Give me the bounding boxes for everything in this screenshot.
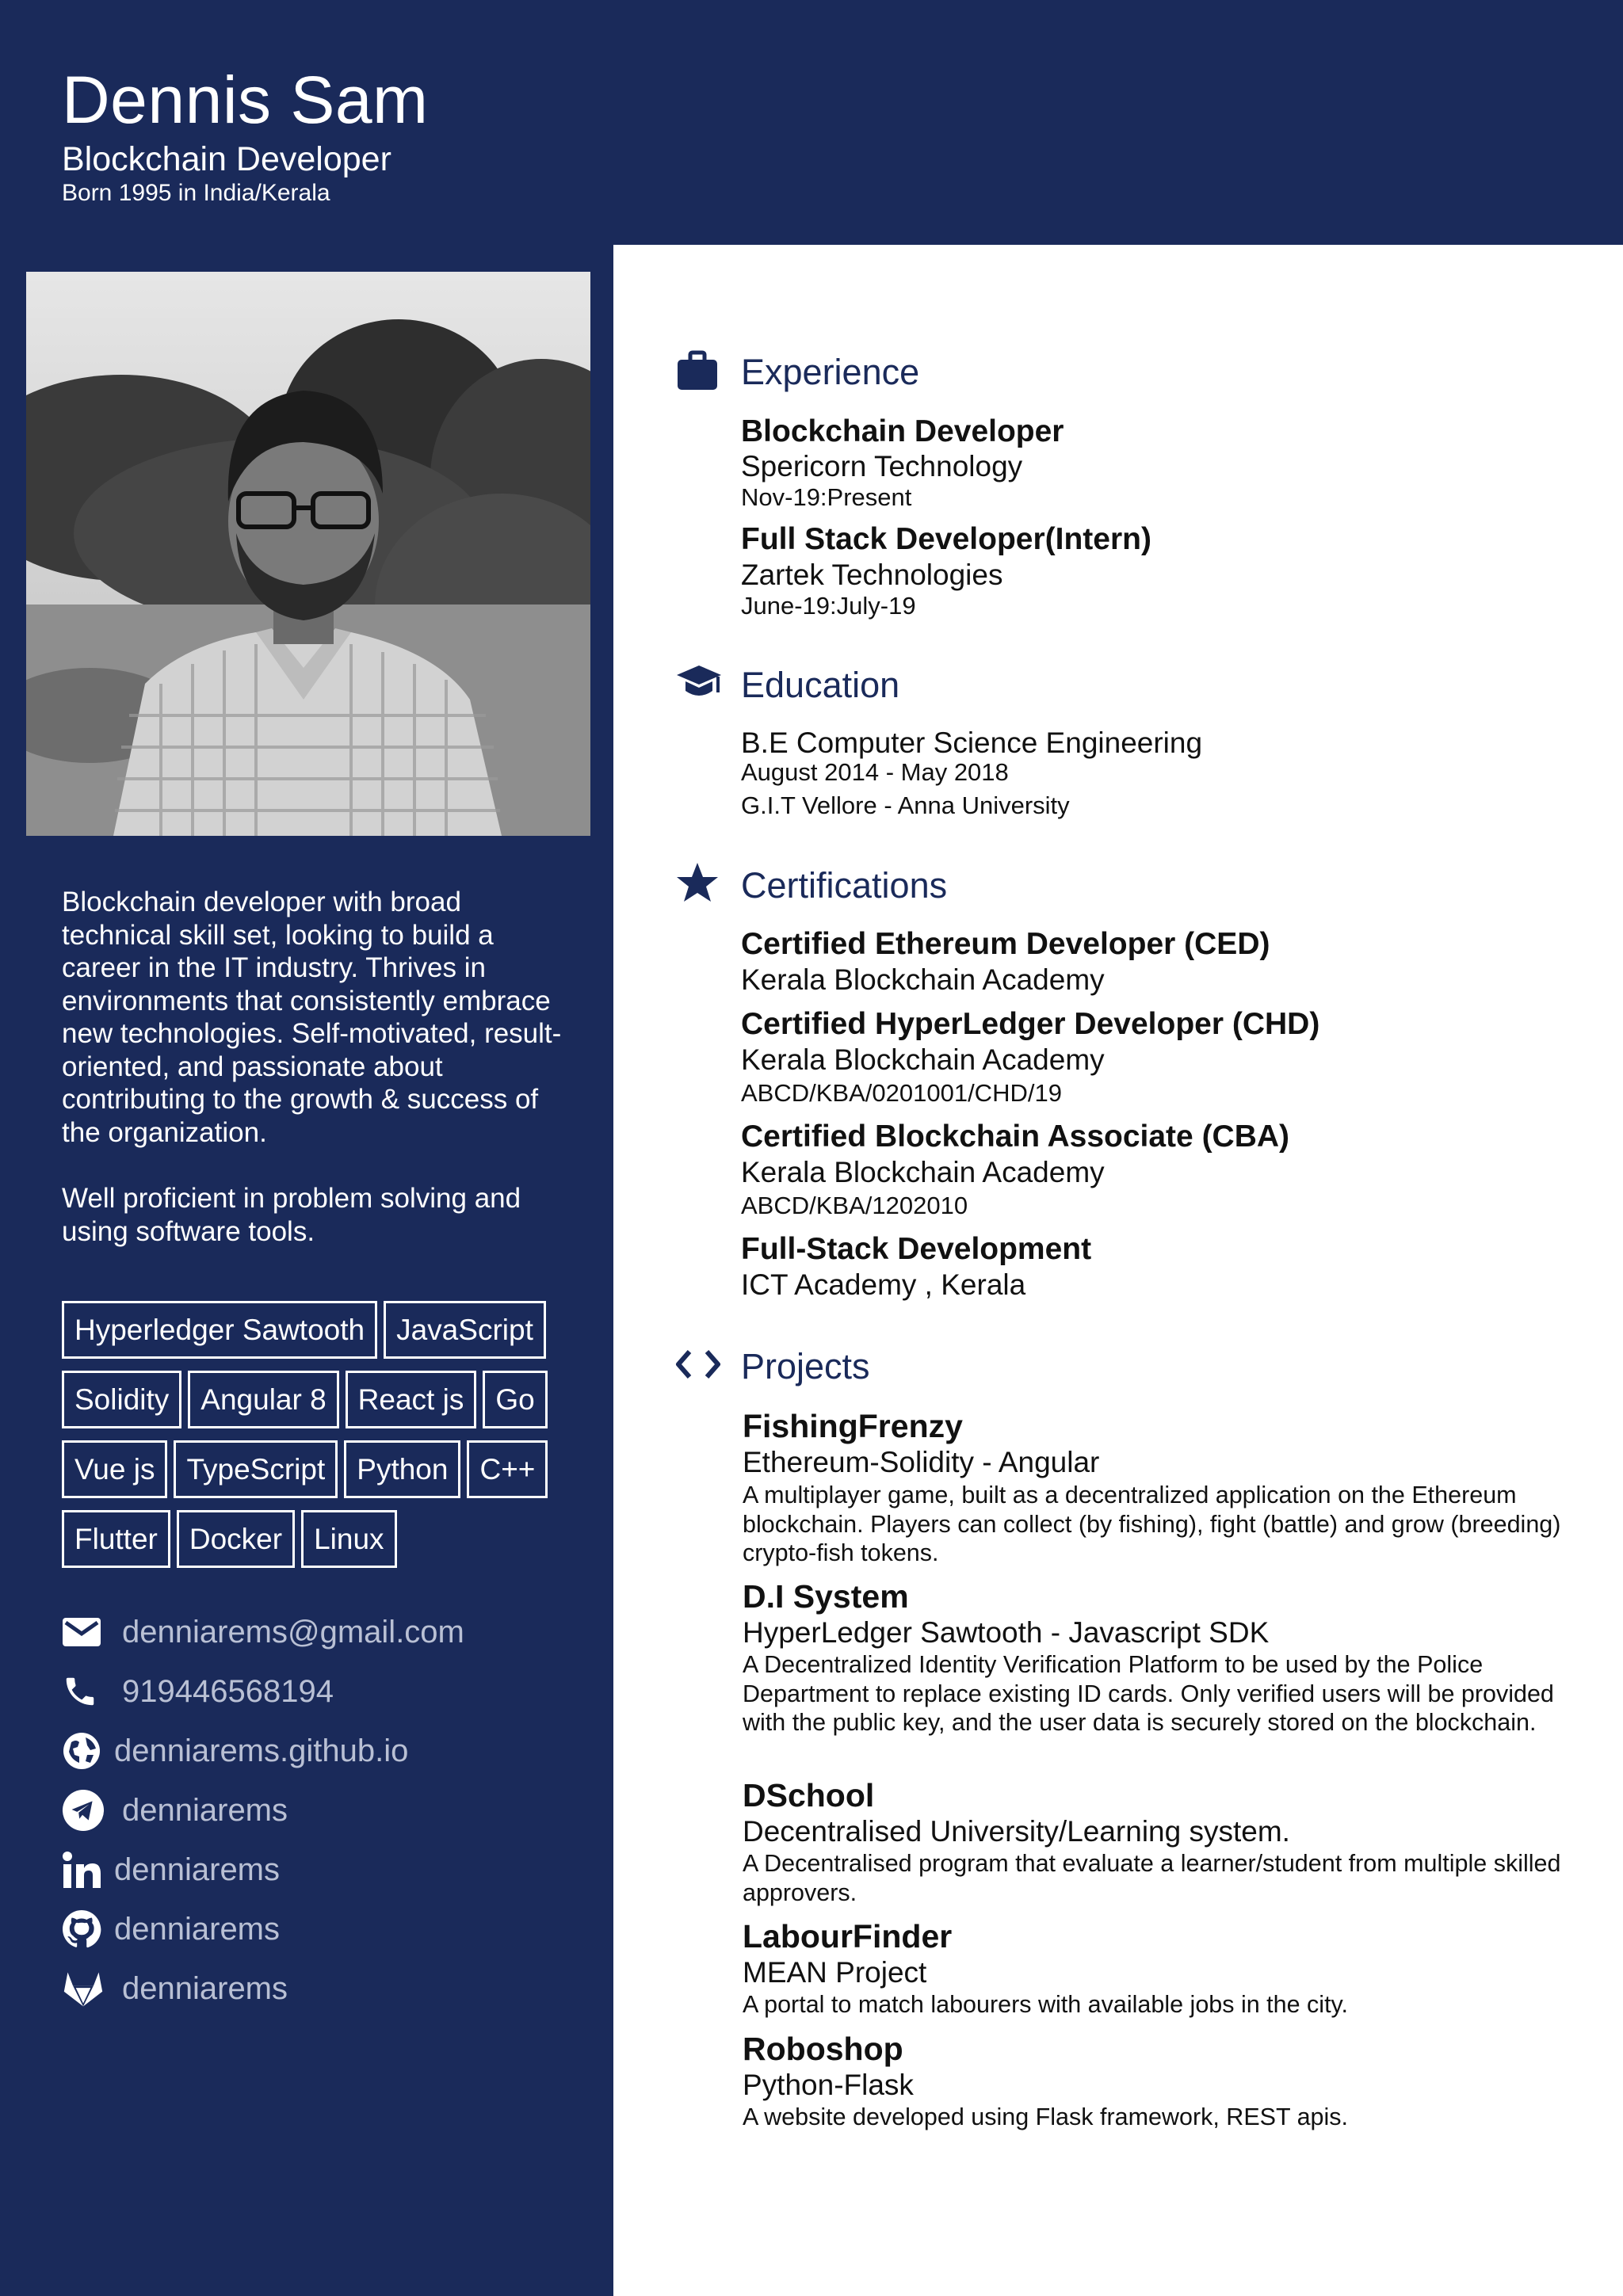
certification-issuer: Kerala Blockchain Academy [741, 1156, 1105, 1188]
contact-gitlab-text[interactable]: denniarems [122, 1970, 288, 2006]
graduation-cap-icon [675, 662, 723, 710]
projects-heading: Projects [741, 1346, 870, 1386]
skill-tag: Flutter [62, 1510, 170, 1568]
experience-role: Blockchain Developer [741, 414, 1064, 448]
project-name: Roboshop [743, 2031, 903, 2067]
contact-email-text[interactable]: denniarems@gmail.com [122, 1614, 464, 1650]
certifications-heading: Certifications [741, 865, 948, 906]
contact-linkedin-text[interactable]: denniarems [114, 1852, 281, 1887]
linkedin-icon [62, 1848, 105, 1891]
experience-heading: Experience [741, 352, 920, 392]
skill-tag: Linux [301, 1510, 396, 1568]
certification-name: Certified HyperLedger Developer (CHD) [741, 1007, 1320, 1041]
experience-dates: Nov-19:Present [741, 483, 912, 511]
project-description: A Decentralised program that evaluate a learner/student from multiple skilled approvers. [743, 1850, 1561, 1906]
skill-row [62, 1510, 601, 1568]
project-description: A multiplayer game, built as a decentralized application on the Ethereum blockchain. Players can collect (by fishing), fight (battle) and grow (breeding) crypto-fish tokens. [743, 1482, 1561, 1566]
skills-list [62, 1301, 601, 1580]
project-name: D.I System [743, 1578, 909, 1615]
birth-info: Born 1995 in India/Kerala [62, 180, 330, 206]
contact-phone[interactable] [62, 1661, 585, 1721]
skill-tag: Vue js [62, 1440, 167, 1498]
project-name: FishingFrenzy [743, 1408, 963, 1444]
certification-id: ABCD/KBA/0201001/CHD/19 [741, 1079, 1062, 1107]
email-icon [62, 1611, 105, 1653]
skill-tag: Solidity [62, 1371, 181, 1428]
profile-photo [26, 272, 590, 836]
project-name: LabourFinder [743, 1918, 953, 1955]
experience-dates: June-19:July-19 [741, 592, 916, 620]
contact-website-text[interactable]: denniarems.github.io [114, 1733, 409, 1768]
contact-linkedin[interactable] [62, 1840, 585, 1899]
project-description: A website developed using Flask framework, REST apis. [743, 2103, 1348, 2130]
skill-tag: Go [483, 1371, 547, 1428]
project-stack: Python-Flask [743, 2069, 914, 2101]
code-icon [675, 1345, 723, 1393]
project-stack: Ethereum-Solidity - Angular [743, 1446, 1100, 1478]
experience-org: Zartek Technologies [741, 559, 1003, 591]
skill-row [62, 1301, 601, 1359]
briefcase-icon [675, 349, 723, 396]
skill-tag: C++ [467, 1440, 548, 1498]
contact-website[interactable] [62, 1721, 585, 1780]
education-heading: Education [741, 665, 900, 705]
certification-name: Certified Ethereum Developer (CED) [741, 927, 1270, 961]
contact-gitlab[interactable] [62, 1958, 585, 2018]
contact-telegram[interactable] [62, 1780, 585, 1840]
contact-email[interactable] [62, 1602, 585, 1661]
project-stack: HyperLedger Sawtooth - Javascript SDK [743, 1616, 1270, 1649]
project-description: A Decentralized Identity Verification Platform to be used by the Police Department to replace existing ID cards. Only verified users will be provided with the public key, and the user data is securely stored on the blockchain. [743, 1651, 1554, 1736]
certification-name: Certified Blockchain Associate (CBA) [741, 1119, 1290, 1154]
education-school: G.I.T Vellore - Anna University [741, 791, 1070, 819]
skill-tag: Python [344, 1440, 460, 1498]
phone-icon [62, 1670, 105, 1713]
person-name: Dennis Sam [62, 63, 429, 137]
github-icon [62, 1908, 105, 1951]
contact-list [62, 1602, 585, 2018]
gitlab-icon [62, 1967, 105, 2010]
job-title: Blockchain Developer [62, 140, 391, 178]
contact-github[interactable] [62, 1899, 585, 1958]
project-stack: MEAN Project [743, 1956, 927, 1989]
education-degree: B.E Computer Science Engineering [741, 727, 1203, 759]
globe-icon [62, 1730, 105, 1772]
about-paragraph: Well proficient in problem solving and using software tools. [62, 1183, 521, 1247]
education-dates: August 2014 - May 2018 [741, 758, 1009, 786]
contact-phone-text[interactable]: 919446568194 [122, 1673, 334, 1709]
project-name: DSchool [743, 1777, 875, 1814]
skill-tag: Angular 8 [188, 1371, 338, 1428]
skill-tag: JavaScript [384, 1301, 546, 1359]
star-icon [675, 861, 723, 909]
contact-telegram-text[interactable]: denniarems [122, 1792, 288, 1828]
experience-org: Spericorn Technology [741, 450, 1023, 482]
certification-name: Full-Stack Development [741, 1232, 1092, 1266]
certification-id: ABCD/KBA/1202010 [741, 1192, 968, 1219]
skill-tag: Hyperledger Sawtooth [62, 1301, 377, 1359]
skill-tag: React js [346, 1371, 477, 1428]
about-paragraph: Blockchain developer with broad technical skill set, looking to build a career in the IT industry. Thrives in environments that consistently embrace new technologies. Self-motivated, result-oriented, and passionate about contributing to the growth & success of the organization. [62, 887, 562, 1148]
certification-issuer: Kerala Blockchain Academy [741, 963, 1105, 996]
telegram-icon [62, 1789, 105, 1832]
about-summary [62, 886, 569, 1248]
project-stack: Decentralised University/Learning system. [743, 1815, 1290, 1848]
contact-github-text[interactable]: denniarems [114, 1911, 281, 1947]
skill-row [62, 1440, 601, 1498]
certification-issuer: Kerala Blockchain Academy [741, 1043, 1105, 1076]
skill-tag: Docker [177, 1510, 295, 1568]
experience-role: Full Stack Developer(Intern) [741, 522, 1151, 556]
certification-issuer: ICT Academy , Kerala [741, 1268, 1026, 1301]
skill-tag: TypeScript [174, 1440, 338, 1498]
skill-row [62, 1371, 601, 1428]
project-description: A portal to match labourers with available jobs in the city. [743, 1991, 1349, 2018]
